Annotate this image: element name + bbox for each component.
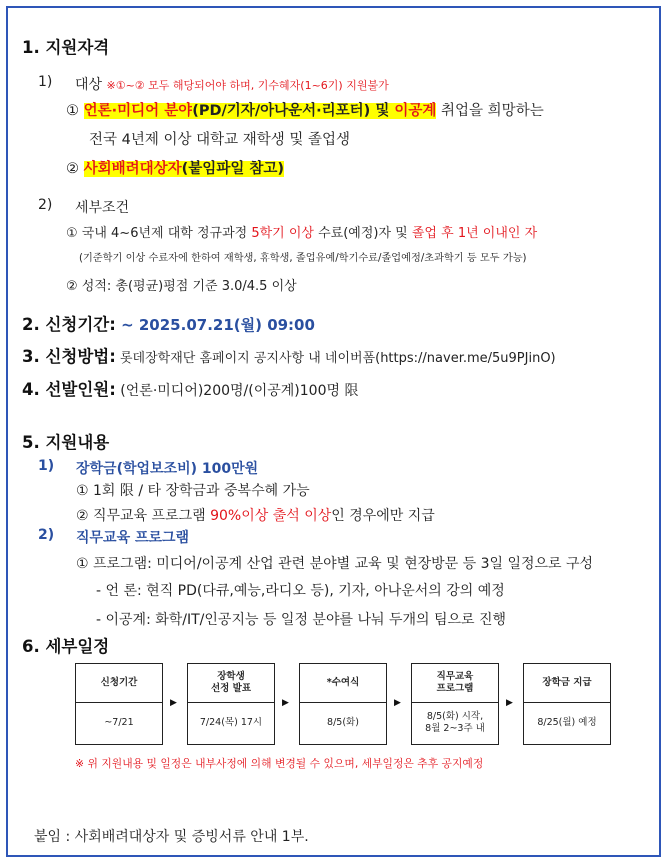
s1-condition-2 [66, 157, 284, 178]
s5-item1-b-a: ② 직무교육 프로그램 [76, 508, 211, 524]
s1-item1-number: 1) [38, 74, 53, 90]
schedule-step-title: 직무교육 프로그램 [412, 664, 498, 703]
section-4-value: (언론·미디어)200명/(이공계)100명 限 [115, 383, 359, 399]
schedule-note: ※ 위 지원내용 및 일정은 내부사정에 의해 변경될 수 있으며, 세부일정은 추후 공지예정 [75, 757, 484, 770]
section-2-value: ~ 2025.07.21(월) 09:00 [115, 316, 315, 334]
s1-item1-label-text: 대상 [75, 77, 103, 93]
schedule-step-title: 장학금 지급 [524, 664, 610, 703]
schedule-step-date: 8/25(월) 예정 [537, 717, 597, 728]
s1-d1-d: 졸업 후 1년 이내인 자 [411, 226, 538, 241]
s5-item1-b-c: 인 경우에만 지급 [331, 508, 435, 524]
section-4-label: 4. 선발인원: [22, 380, 116, 399]
section-1-title: 1. 지원자격 [22, 38, 110, 57]
s1-c1-suffix: 취업을 희망하는 [436, 103, 544, 119]
schedule-step-title: *수여식 [300, 664, 386, 703]
s1-c1-roles: (PD/기자/아나운서·리포터) 및 [192, 103, 395, 119]
section-3-label: 3. 신청방법: [22, 347, 116, 366]
s5-item1-b [76, 505, 435, 525]
s5-item2-c: - 이공계: 화학/IT/인공지능 등 일정 분야를 나눠 두개의 팀으로 진행 [96, 612, 507, 628]
s5-item2-b: - 언 론: 현직 PD(다큐,예능,라디오 등), 기자, 아나운서의 강의 예정 [96, 583, 505, 599]
section-2 [22, 311, 315, 335]
schedule-step-title: 장학생 선정 발표 [188, 664, 274, 703]
attachment-note: 붙임 : 사회배려대상자 및 증빙서류 안내 1부. [34, 829, 309, 845]
s1-c2-attachment: (붙임파일 참고) [181, 161, 285, 177]
s5-item2-number: 2) [38, 527, 55, 543]
schedule-arrow: ▶ [170, 698, 177, 708]
schedule-step-date: 8/5(화) 시작, 8월 2~3주 내 [425, 711, 485, 734]
section-3-value: 롯데장학재단 홈페이지 공지사항 내 네이버폼(https://naver.me/5u9PJinO) [115, 351, 556, 366]
schedule-step [75, 663, 163, 745]
s1-c2-target: 사회배려대상자 [83, 161, 182, 177]
schedule-step-date: 7/24(목) 17시 [199, 717, 263, 728]
s5-item2-label: 직무교육 프로그램 [76, 530, 190, 546]
s1-detail-2: ② 성적: 총(평균)평점 기준 3.0/4.5 이상 [66, 279, 297, 294]
s1-c1-line2: 전국 4년제 이상 대학교 재학생 및 졸업생 [89, 132, 350, 148]
s1-item1-label [75, 74, 389, 94]
s1-condition-1 [66, 99, 544, 120]
schedule-step [411, 663, 499, 745]
s1-d1-a: ① 국내 4~6년제 대학 정규과정 [66, 226, 252, 241]
schedule-step-date: 8/5(화) [327, 717, 359, 728]
s1-c1-science: 이공계 [394, 103, 437, 119]
schedule-step [187, 663, 275, 745]
s1-c1-field: 언론·미디어 분야 [83, 103, 193, 119]
schedule-step-date: ~7/21 [104, 717, 134, 728]
s1-c1-number: ① [66, 103, 79, 119]
s1-item2-label: 세부조건 [75, 200, 130, 216]
s1-detail-note: (기준학기 이상 수료자에 한하여 재학생, 휴학생, 졸업유예/학기수료/졸업예정/초과학기 등 모두 가능) [79, 253, 527, 264]
s1-c2-number: ② [66, 161, 79, 177]
s1-item1-note: ※①~② 모두 해당되어야 하며, 기수혜자(1~6기) 지원불가 [106, 79, 389, 92]
section-2-label: 2. 신청기간: [22, 315, 116, 334]
schedule-arrow: ▶ [506, 698, 513, 708]
section-4 [22, 376, 358, 400]
s5-item2-a: ① 프로그램: 미디어/이공계 산업 관련 분야별 교육 및 현장방문 등 3일 일정으로 구성 [76, 556, 594, 572]
schedule-arrow: ▶ [282, 698, 289, 708]
s1-detail-1 [66, 222, 537, 241]
s1-d1-b: 5학기 이상 [251, 226, 314, 241]
section-6-title: 6. 세부일정 [22, 637, 110, 656]
s5-item1-number: 1) [38, 458, 55, 474]
s5-item1-a: ① 1회 限 / 타 장학금과 중복수혜 가능 [76, 483, 310, 499]
s5-item1-b-b: 90%이상 출석 이상 [210, 508, 332, 524]
schedule-step [299, 663, 387, 745]
s1-item2-number: 2) [38, 197, 53, 213]
schedule-step [523, 663, 611, 745]
section-3 [22, 343, 556, 367]
s5-item1-label: 장학금(학업보조비) 100만원 [76, 461, 259, 477]
section-5-title: 5. 지원내용 [22, 433, 110, 452]
schedule-step-title: 신청기간 [76, 664, 162, 703]
s1-d1-c: 수료(예정)자 및 [313, 226, 412, 241]
schedule-arrow: ▶ [394, 698, 401, 708]
